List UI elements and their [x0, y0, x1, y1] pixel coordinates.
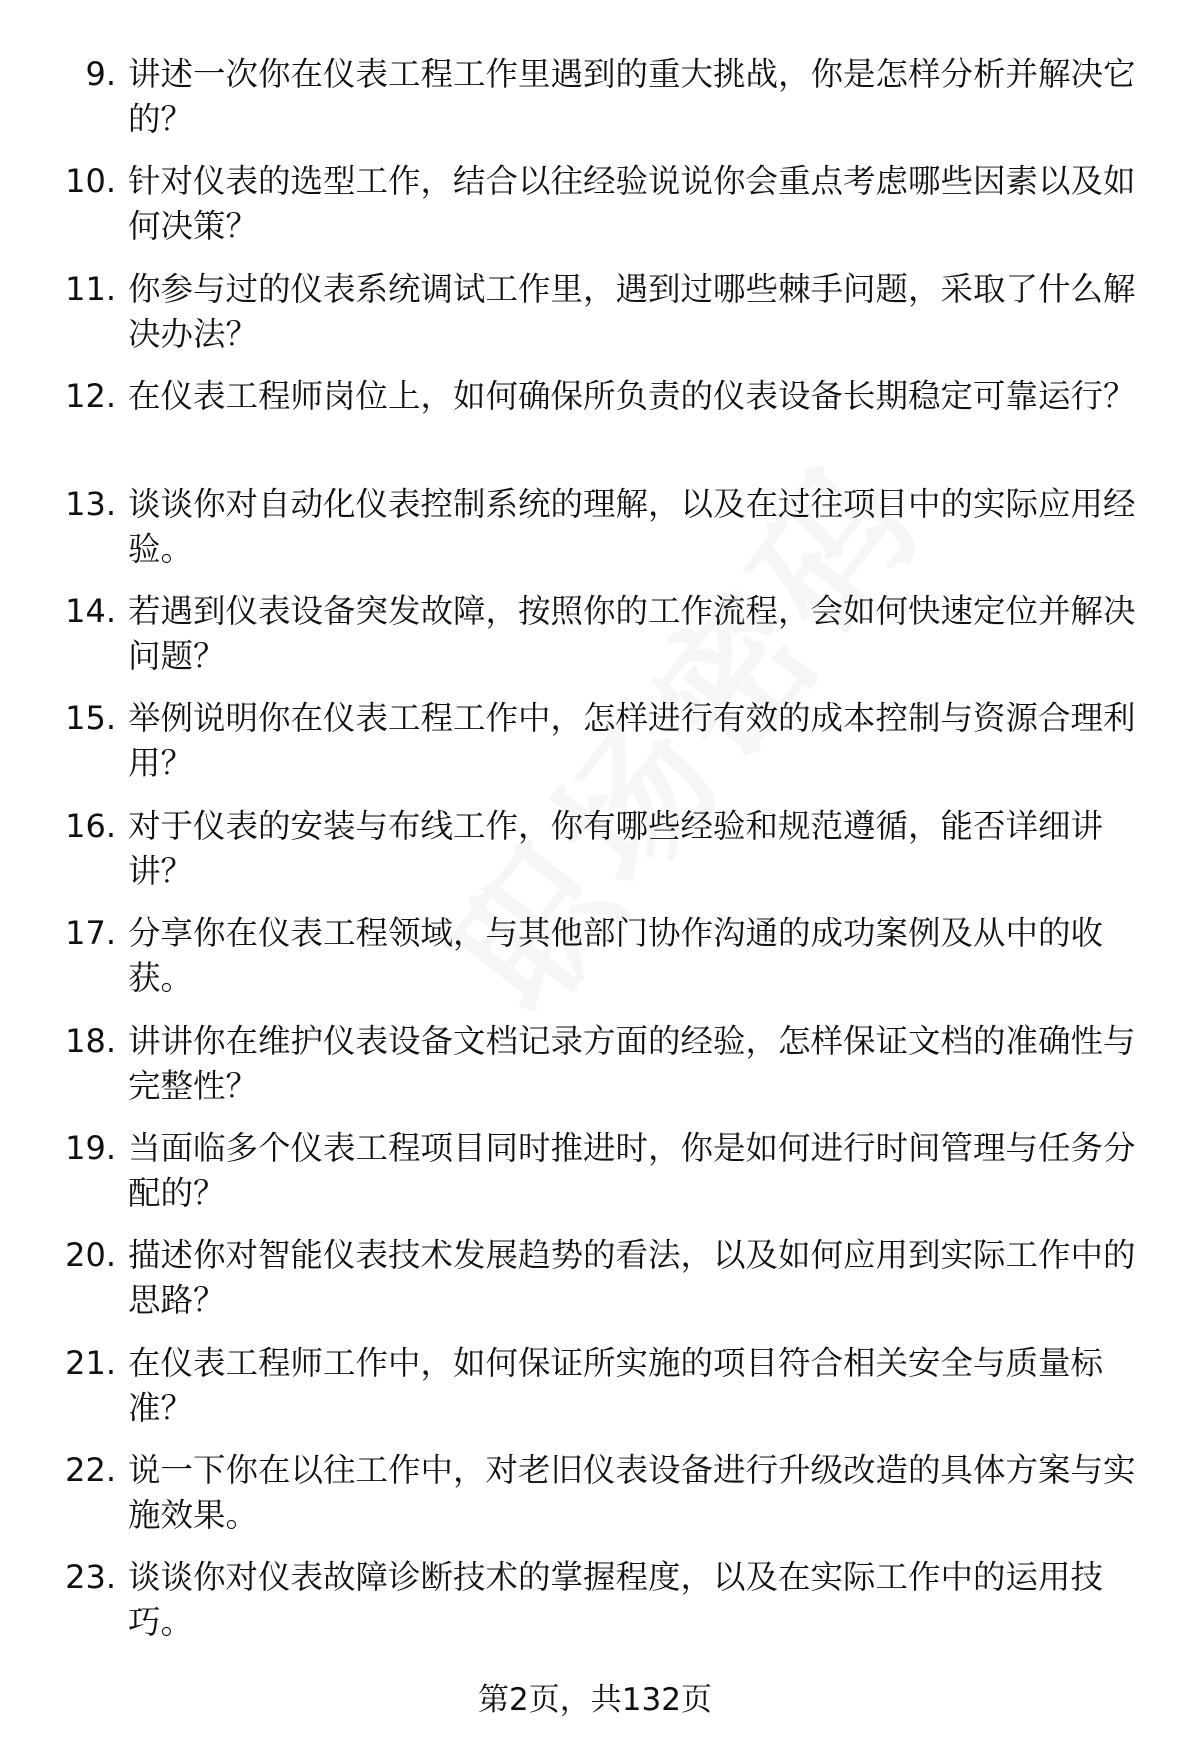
- question-item-15: [56, 696, 1146, 786]
- question-item-12: [56, 374, 1146, 464]
- question-text: 对于仪表的安装与布线工作，你有哪些经验和规范遵循，能否详细讲讲？: [128, 806, 1104, 890]
- question-number: 22.: [65, 1451, 116, 1490]
- question-number: 16.: [65, 806, 116, 845]
- question-text: 在仪表工程师岗位上，如何确保所负责的仪表设备长期稳定可靠运行？: [128, 377, 1136, 416]
- question-number: 13.: [65, 484, 116, 523]
- question-number: 9.: [85, 55, 116, 93]
- question-item-23: [56, 1555, 1146, 1645]
- question-number: 10.: [65, 162, 116, 201]
- question-item-21: [56, 1341, 1146, 1431]
- question-number: 12.: [65, 377, 116, 416]
- question-number: 21.: [65, 1343, 116, 1382]
- question-number: 15.: [65, 699, 116, 738]
- question-item-9: [56, 52, 1146, 142]
- question-number: 20.: [65, 1236, 116, 1275]
- question-text: 描述你对智能仪表技术发展趋势的看法，以及如何应用到实际工作中的思路？: [128, 1236, 1136, 1320]
- question-number: 18.: [65, 1021, 116, 1060]
- question-text: 若遇到仪表设备突发故障，按照你的工作流程，会如何快速定位并解决问题？: [128, 591, 1136, 675]
- question-number: 19.: [65, 1128, 116, 1167]
- question-text: 针对仪表的选型工作，结合以往经验说说你会重点考虑哪些因素以及如何决策？: [128, 162, 1136, 246]
- question-item-20: [56, 1233, 1146, 1323]
- question-text: 在仪表工程师工作中，如何保证所实施的项目符合相关安全与质量标准？: [128, 1343, 1104, 1427]
- question-text: 当面临多个仪表工程项目同时推进时，你是如何进行时间管理与任务分配的？: [128, 1128, 1136, 1212]
- question-text: 分享你在仪表工程领域，与其他部门协作沟通的成功案例及从中的收获。: [128, 914, 1104, 998]
- question-text: 讲讲你在维护仪表设备文档记录方面的经验，怎样保证文档的准确性与完整性？: [128, 1021, 1136, 1105]
- question-number: 17.: [65, 914, 116, 953]
- page-number-footer: 第2页，共132页: [478, 1682, 712, 1718]
- question-item-13: [56, 482, 1146, 572]
- question-item-22: [56, 1448, 1146, 1538]
- question-item-19: [56, 1126, 1146, 1216]
- question-number: 14.: [65, 591, 116, 630]
- question-number: 11.: [65, 269, 116, 308]
- question-item-14: [56, 589, 1146, 679]
- question-item-17: [56, 911, 1146, 1001]
- question-text: 举例说明你在仪表工程工作中，怎样进行有效的成本控制与资源合理利用？: [128, 699, 1136, 783]
- question-item-18: [56, 1019, 1146, 1109]
- question-number: 23.: [65, 1558, 116, 1597]
- question-item-11: [56, 267, 1146, 357]
- question-text: 讲述一次你在仪表工程工作里遇到的重大挑战，你是怎样分析并解决它的？: [128, 55, 1136, 138]
- question-text: 谈谈你对仪表故障诊断技术的掌握程度，以及在实际工作中的运用技巧。: [128, 1558, 1104, 1642]
- question-text: 谈谈你对自动化仪表控制系统的理解，以及在过往项目中的实际应用经验。: [128, 484, 1136, 568]
- question-text: 说一下你在以往工作中，对老旧仪表设备进行升级改造的具体方案与实施效果。: [128, 1451, 1136, 1535]
- question-text: 你参与过的仪表系统调试工作里，遇到过哪些棘手问题，采取了什么解决办法？: [128, 269, 1136, 353]
- question-list: [56, 52, 1146, 1663]
- question-item-10: [56, 159, 1146, 249]
- question-item-16: [56, 804, 1146, 894]
